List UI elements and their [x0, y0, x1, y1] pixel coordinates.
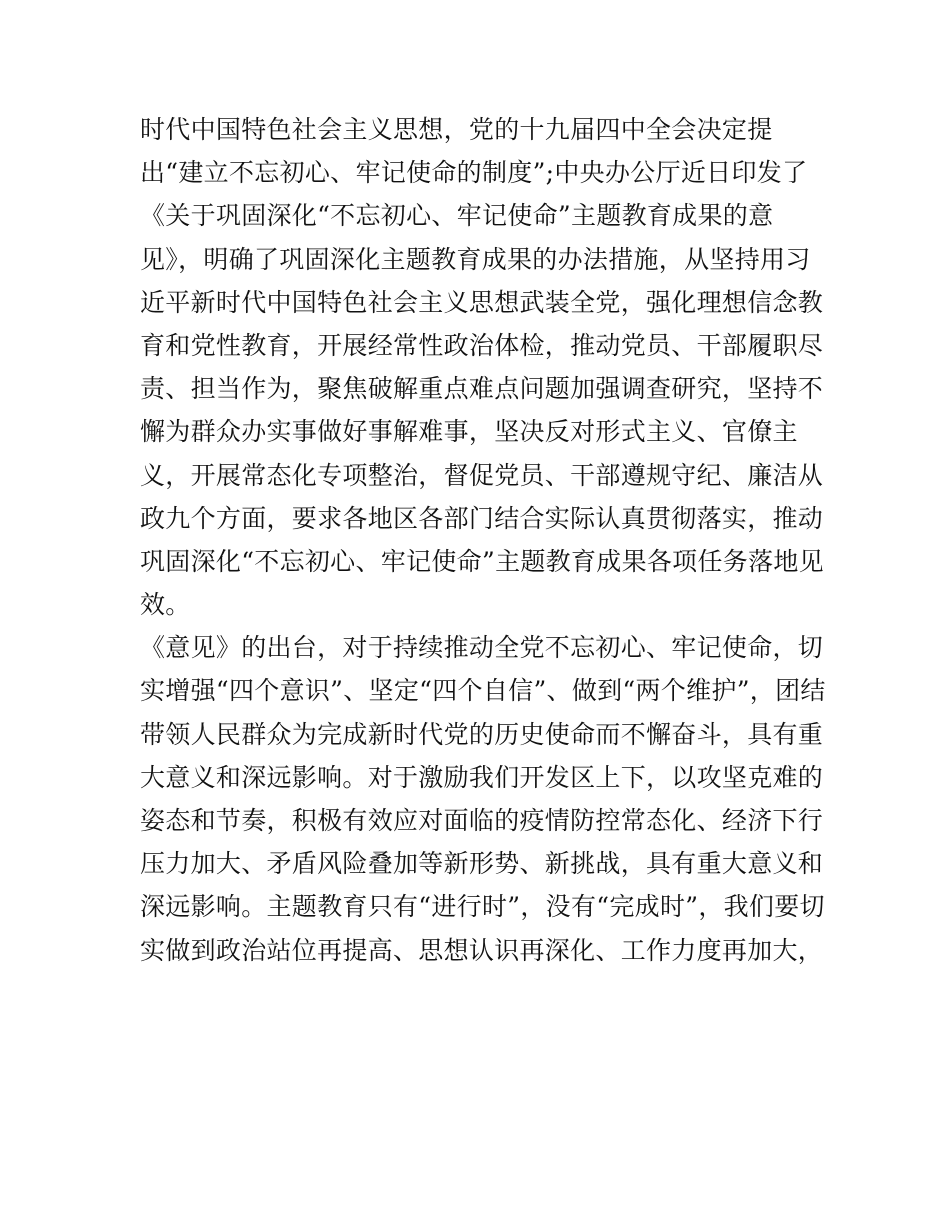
text-line: 义，开展常态化专项整治，督促党员、干部遵规守纪、廉洁从: [140, 460, 824, 490]
text-line: 懈为群众办实事做好事解难事，坚决反对形式主义、官僚主: [140, 417, 798, 447]
text-line: 巩固深化“不忘初心、牢记使命”主题教育成果各项任务落地见: [140, 546, 824, 576]
text-line: 时代中国特色社会主义思想，党的十九届四中全会决定提: [140, 115, 773, 144]
body-text: [140, 108, 830, 972]
text-line: 出“建立不忘初心、牢记使命的制度”;中央办公厅近日印发了: [140, 158, 808, 188]
text-line: 近平新时代中国特色社会主义思想武装全党，强化理想信念教: [140, 287, 824, 317]
text-line: 效。: [140, 590, 191, 620]
text-line: 育和党性教育，开展经常性政治体检，推动党员、干部履职尽: [140, 330, 824, 360]
text-line: 深远影响。主题教育只有“进行时”，没有“完成时”，我们要切: [140, 892, 825, 922]
text-line: 《意见》的出台，对于持续推动全党不忘初心、牢记使命，切: [140, 633, 824, 663]
text-line: 带领人民群众为完成新时代党的历史使命而不懈奋斗，具有重: [140, 719, 824, 749]
text-line: 大意义和深远影响。对于激励我们开发区上下，以攻坚克难的: [140, 762, 824, 792]
text-line: 责、担当作为，聚焦破解重点难点问题加强调查研究，坚持不: [140, 374, 824, 404]
text-line: 姿态和节奏，积极有效应对面临的疫情防控常态化、经济下行: [140, 806, 824, 835]
text-line: 见》，明确了巩固深化主题教育成果的办法措施，从坚持用习: [140, 244, 811, 274]
text-line: 政九个方面，要求各地区各部门结合实际认真贯彻落实，推动: [140, 503, 824, 533]
text-line: 压力加大、矛盾风险叠加等新形势、新挑战，具有重大意义和: [140, 849, 824, 879]
text-line: 实做到政治站位再提高、思想认识再深化、工作力度再加大，: [140, 935, 824, 965]
text-line: 《关于巩固深化“不忘初心、牢记使命”主题教育成果的意: [140, 201, 774, 231]
text-line: 实增强“四个意识”、坚定“四个自信”、做到“两个维护”，团结: [140, 676, 826, 706]
